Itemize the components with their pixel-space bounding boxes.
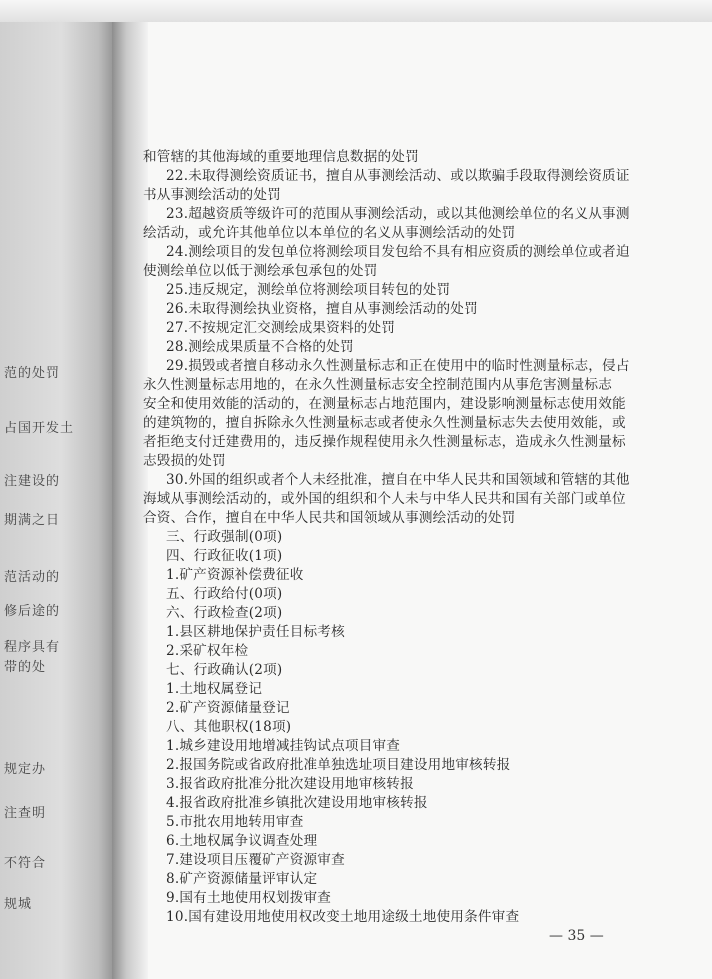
left-page-fragment: 范活动的 [4,570,61,585]
list-item: 5.市批农用地转用审查 [166,814,304,830]
section-heading: 七、行政确认(2项) [166,662,283,678]
text-line: 合资、合作，擅自在中华人民共和国领域从事测绘活动的处罚 [143,510,516,526]
text-line: 安全和使用效能的活动的，在测量标志占地范围内，建设影响测量标志使用效能 [143,396,626,412]
text-line: 28.测绘成果质量不合格的处罚 [166,339,354,355]
list-item: 2.矿产资源储量登记 [166,700,290,716]
left-page-fragment: 带的处 [4,660,47,675]
left-page-fragment: 修后途的 [4,604,61,619]
list-item: 6.土地权属争议调查处理 [166,833,318,849]
page-number: — 35 — [549,928,604,944]
list-item: 1.矿产资源补偿费征收 [166,567,304,583]
list-item: 9.国有土地使用权划拨审查 [166,890,332,906]
text-line: 绘活动，或允许其他单位以本单位的名义从事测绘活动的处罚 [143,225,516,241]
section-heading: 四、行政征收(1项) [166,548,283,564]
text-line: 29.损毁或者擅自移动永久性测量标志和正在使用中的临时性测量标志，侵占 [166,358,630,374]
list-item: 1.土地权属登记 [166,681,263,697]
text-line: 使测绘单位以低于测绘承包承包的处罚 [143,263,378,279]
list-item: 8.矿产资源储量评审认定 [166,871,318,887]
list-item: 10.国有建设用地使用权改变土地用途级土地使用条件审查 [166,909,520,925]
list-item: 1.县区耕地保护责任目标考核 [166,624,345,640]
left-page-fragment: 不符合 [4,856,47,871]
text-line: 海域从事测绘活动的，或外国的组织和个人未与中华人民共和国有关部门或单位 [143,491,626,507]
section-heading: 三、行政强制(0项) [166,529,283,545]
left-page-fragment: 范的处罚 [4,366,61,381]
text-line: 27.不按规定汇交测绘成果资料的处罚 [166,320,396,336]
left-page-fragment: 期满之日 [4,513,61,528]
list-item: 2.报国务院或省政府批准单独选址项目建设用地审核转报 [166,757,511,773]
text-line: 30.外国的组织或者个人未经批准，擅自在中华人民共和国领域和管辖的其他 [166,472,630,488]
left-page-fragment: 注查明 [4,806,47,821]
text-line: 志毁损的处罚 [143,453,226,469]
text-line: 者拒绝支付迁建费用的，违反操作规程使用永久性测量标志，造成永久性测量标 [143,434,626,450]
left-page-fragment: 规城 [4,897,33,912]
left-page-fragment: 注建设的 [4,474,61,489]
left-page-fragment: 占国开发土 [4,421,75,436]
left-page-edge [0,22,112,979]
list-item: 2.采矿权年检 [166,643,249,659]
text-line: 的建筑物的，擅自拆除永久性测量标志或者使永久性测量标志失去使用效能，或 [143,415,626,431]
text-line: 26.未取得测绘执业资格，擅自从事测绘活动的处罚 [166,301,478,317]
text-line: 书从事测绘活动的处罚 [143,187,281,203]
text-line: 22.未取得测绘资质证书，擅自从事测绘活动、或以欺骗手段取得测绘资质证 [166,168,630,184]
list-item: 4.报省政府批准乡镇批次建设用地审核转报 [166,795,428,811]
list-item: 7.建设项目压覆矿产资源审查 [166,852,345,868]
text-line: 23.超越资质等级许可的范围从事测绘活动，或以其他测绘单位的名义从事测 [166,206,630,222]
list-item: 3.报省政府批准分批次建设用地审核转报 [166,776,414,792]
text-line: 永久性测量标志用地的，在永久性测量标志安全控制范围内从事危害测量标志 [143,377,612,393]
text-line: 25.违反规定，测绘单位将测绘项目转包的处罚 [166,282,451,298]
section-heading: 五、行政给付(0项) [166,586,283,602]
left-page-fragment: 程序具有 [4,640,61,655]
left-page-fragment: 规定办 [4,762,47,777]
list-item: 1.城乡建设用地增减挂钩试点项目审查 [166,738,401,754]
text-line: 和管辖的其他海域的重要地理信息数据的处罚 [143,149,419,165]
text-line: 24.测绘项目的发包单位将测绘项目发包给不具有相应资质的测绘单位或者迫 [166,244,630,260]
section-heading: 六、行政检查(2项) [166,605,283,621]
section-heading: 八、其他职权(18项) [166,719,292,735]
